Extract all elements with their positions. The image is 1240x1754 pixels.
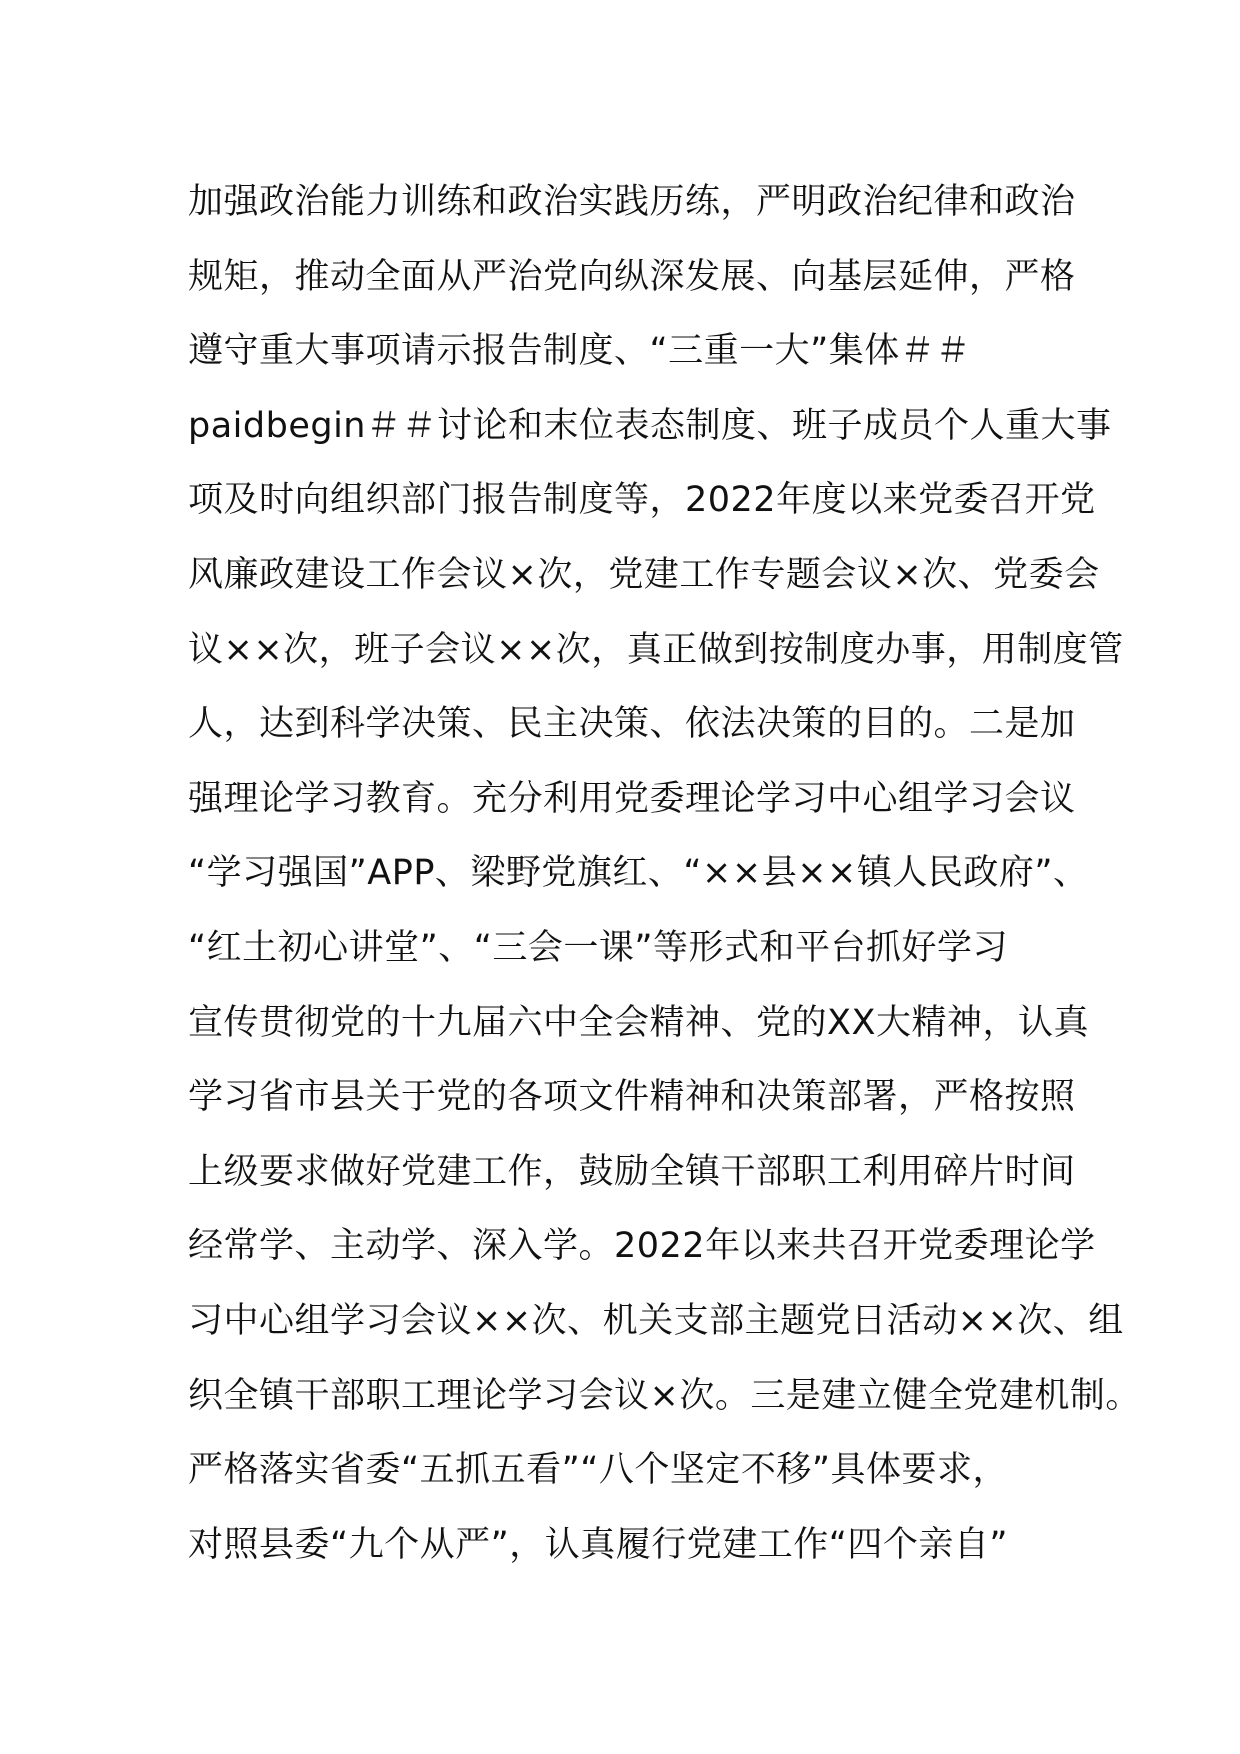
text-line: 风廉政建设工作会议×次，党建工作专题会议×次、党委会 [188, 554, 1100, 595]
text-line: 学习省市县关于党的各项文件精神和决策部署，严格按照 [188, 1077, 1076, 1118]
text-line: 强理论学习教育。充分利用党委理论学习中心组学习会议 [188, 778, 1076, 819]
body-text [188, 165, 1141, 1582]
text-line: 遵守重大事项请示报告制度、“三重一大”集体＃＃ [188, 331, 971, 372]
text-line: “学习强国”APP、梁野党旗红、“××县××镇人民政府”、 [188, 853, 1089, 894]
text-line: 项及时向组织部门报告制度等，2022年度以来党委召开党 [188, 480, 1096, 521]
text-line: 人，达到科学决策、民主决策、依法决策的目的。二是加 [188, 704, 1076, 745]
text-line: “红土初心讲堂”、“三会一课”等形式和平台抓好学习 [188, 927, 1009, 968]
text-line: 加强政治能力训练和政治实践历练，严明政治纪律和政治 [188, 182, 1076, 222]
text-line: 习中心组学习会议××次、机关支部主题党日活动××次、组 [188, 1300, 1124, 1341]
text-line: 经常学、主动学、深入学。2022年以来共召开党委理论学 [188, 1226, 1096, 1267]
text-line: 上级要求做好党建工作，鼓励全镇干部职工利用碎片时间 [188, 1151, 1076, 1192]
text-line: 规矩，推动全面从严治党向纵深发展、向基层延伸，严格 [188, 256, 1076, 297]
text-line: paidbegin＃＃讨论和末位表态制度、班子成员个人重大事 [188, 405, 1112, 446]
text-line: 对照县委“九个从严”，认真履行党建工作“四个亲自” [188, 1524, 1009, 1565]
text-line: 宣传贯彻党的十九届六中全会精神、党的XX大精神，认真 [188, 1002, 1089, 1043]
text-line: 严格落实省委“五抓五看”“八个坚定不移”具体要求， [188, 1450, 1009, 1491]
text-line: 议××次，班子会议××次，真正做到按制度办事，用制度管 [188, 629, 1124, 670]
text-line: 织全镇干部职工理论学习会议×次。三是建立健全党建机制。 [188, 1375, 1141, 1416]
